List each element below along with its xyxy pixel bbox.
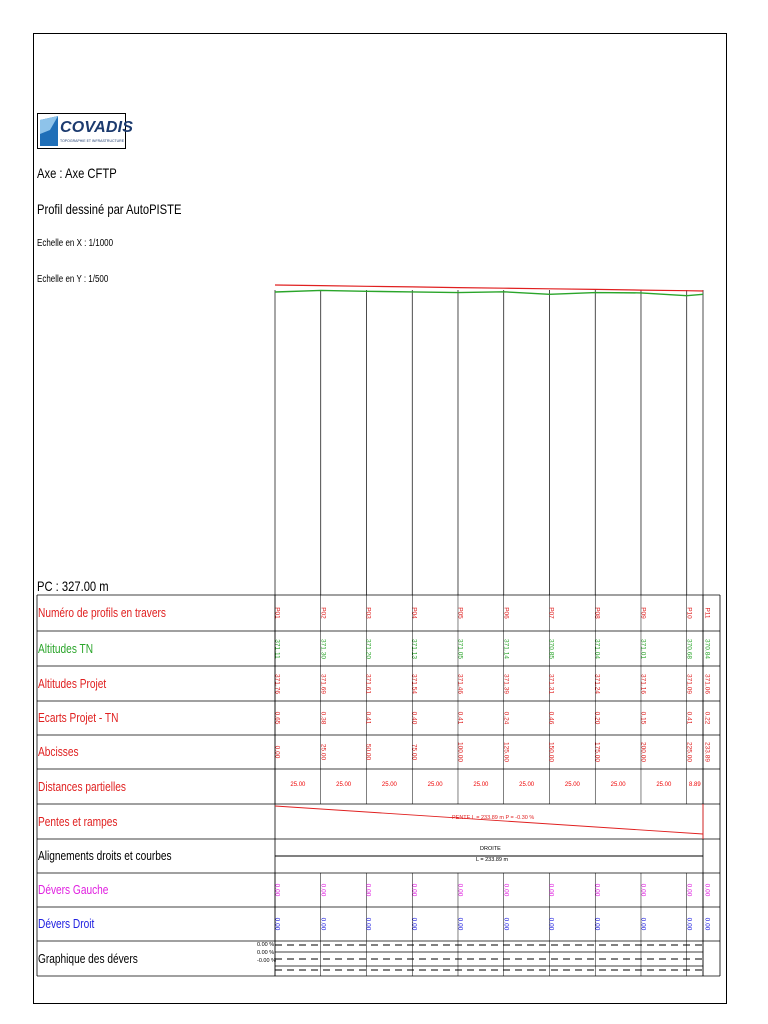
row-label-3: Ecarts Projet - TN xyxy=(38,710,119,725)
devers-graph-label: 0.00 % xyxy=(257,942,275,948)
logo-brand: COVADIS xyxy=(60,119,134,136)
value-abscisse: 233.89 xyxy=(703,742,711,762)
devers-graph-label: 0.00 % xyxy=(257,950,275,956)
value-projet: 371.06 xyxy=(703,673,711,694)
value-tn: 371.30 xyxy=(319,638,327,659)
value-abscisse: 125.00 xyxy=(502,742,510,762)
value-dd: 0.00 xyxy=(685,917,693,931)
value-ecart: 0.22 xyxy=(703,711,711,725)
value-ecart: 0.20 xyxy=(593,711,601,725)
alignement-length: L = 233.89 m xyxy=(476,857,509,863)
value-ecart: 0.40 xyxy=(410,711,418,725)
value-dd: 0.00 xyxy=(456,917,464,931)
value-tn: 370.84 xyxy=(703,638,711,659)
row-label-5: Distances partielles xyxy=(38,778,126,794)
value-dg: 0.00 xyxy=(639,883,647,897)
value-ecart: 0.38 xyxy=(319,711,327,725)
echelle-x: Echelle en X : 1/1000 xyxy=(37,238,114,249)
value-ecart: 0.24 xyxy=(502,711,510,725)
value-projet: 371.16 xyxy=(639,673,647,694)
value-dd: 0.00 xyxy=(639,917,647,931)
value-num: P11 xyxy=(703,607,711,619)
value-tn: 371.05 xyxy=(456,638,464,659)
row-label-1: Altitudes TN xyxy=(38,640,94,656)
value-projet: 371.76 xyxy=(273,673,281,694)
alignement-type: DROITE xyxy=(480,846,501,852)
row-label-6: Pentes et rampes xyxy=(38,813,118,829)
value-num: P04 xyxy=(410,607,418,619)
value-abscisse: 100.00 xyxy=(456,742,464,762)
value-abscisse: 0.00 xyxy=(273,745,281,759)
row-label-4: Abcisses xyxy=(38,744,79,759)
value-dd: 0.00 xyxy=(593,917,601,931)
value-projet: 371.61 xyxy=(364,673,372,694)
distance-value: 25.00 xyxy=(519,782,535,788)
logo-tagline: TOPOGRAPHIE ET INFRASTRUCTURE xyxy=(60,139,125,143)
value-dd: 0.00 xyxy=(273,917,281,931)
value-dg: 0.00 xyxy=(273,883,281,897)
value-tn: 371.20 xyxy=(364,638,372,659)
value-dg: 0.00 xyxy=(703,883,711,897)
distance-value: 25.00 xyxy=(610,782,626,788)
distance-value: 25.00 xyxy=(336,782,352,788)
echelle-y: Echelle en Y : 1/500 xyxy=(37,274,109,285)
value-tn: 370.68 xyxy=(685,638,693,659)
value-projet: 371.31 xyxy=(547,673,555,694)
value-tn: 371.04 xyxy=(593,638,601,659)
value-projet: 371.46 xyxy=(456,673,464,694)
value-dg: 0.00 xyxy=(456,883,464,897)
value-num: P08 xyxy=(593,607,601,619)
value-abscisse: 50.00 xyxy=(364,743,372,761)
value-dg: 0.00 xyxy=(547,883,555,897)
value-num: P10 xyxy=(685,607,693,619)
value-ecart: 0.46 xyxy=(547,711,555,725)
value-dd: 0.00 xyxy=(703,917,711,931)
value-abscisse: 225.00 xyxy=(685,742,693,762)
value-projet: 371.54 xyxy=(410,673,418,694)
value-ecart: 0.65 xyxy=(273,711,281,725)
value-num: P06 xyxy=(502,607,510,619)
row-label-2: Altitudes Projet xyxy=(38,675,107,691)
value-dd: 0.00 xyxy=(547,917,555,931)
row-label-0: Numéro de profils en travers xyxy=(38,605,166,620)
value-projet: 371.39 xyxy=(502,673,510,694)
row-label-8: Dévers Gauche xyxy=(38,882,109,897)
value-dg: 0.00 xyxy=(319,883,327,897)
row-label-7: Alignements droits et courbes xyxy=(38,848,172,863)
value-dg: 0.00 xyxy=(364,883,372,897)
value-projet: 371.24 xyxy=(593,673,601,694)
pente-label: PENTE L = 233.89 m P = -0.30 % xyxy=(452,815,535,821)
distance-value: 25.00 xyxy=(564,782,580,788)
value-dd: 0.00 xyxy=(410,917,418,931)
distance-value: 25.00 xyxy=(656,782,672,788)
row-label-9: Dévers Droit xyxy=(38,916,95,931)
distance-value: 25.00 xyxy=(473,782,489,788)
value-num: P07 xyxy=(547,607,555,619)
profil-subtitle: Profil dessiné par AutoPISTE xyxy=(37,201,182,217)
value-dd: 0.00 xyxy=(319,917,327,931)
value-abscisse: 175.00 xyxy=(593,742,601,762)
value-abscisse: 200.00 xyxy=(639,742,647,762)
axe-title: Axe : Axe CFTP xyxy=(37,165,117,181)
value-abscisse: 75.00 xyxy=(410,743,418,761)
value-num: P01 xyxy=(273,607,281,619)
row-label-10: Graphique des dévers xyxy=(38,950,138,966)
value-dd: 0.00 xyxy=(364,917,372,931)
value-dg: 0.00 xyxy=(685,883,693,897)
value-num: P02 xyxy=(319,607,327,619)
value-tn: 371.11 xyxy=(273,638,281,659)
value-num: P03 xyxy=(364,607,372,619)
value-ecart: 0.15 xyxy=(639,711,647,725)
distance-value: 25.00 xyxy=(427,782,443,788)
value-ecart: 0.41 xyxy=(685,711,693,725)
value-tn: 371.13 xyxy=(410,638,418,659)
distance-value: 8.89 xyxy=(689,782,701,788)
plan-comparaison: PC : 327.00 m xyxy=(37,578,109,594)
devers-graph-label: -0.00 % xyxy=(257,958,276,964)
value-num: P09 xyxy=(639,607,647,619)
value-tn: 371.01 xyxy=(639,638,647,659)
value-num: P05 xyxy=(456,607,464,619)
value-dg: 0.00 xyxy=(410,883,418,897)
tn-profile-line xyxy=(275,290,703,295)
distance-value: 25.00 xyxy=(290,782,306,788)
value-dd: 0.00 xyxy=(502,917,510,931)
value-ecart: 0.41 xyxy=(456,711,464,725)
value-dg: 0.00 xyxy=(502,883,510,897)
value-tn: 370.85 xyxy=(547,638,555,659)
value-dg: 0.00 xyxy=(593,883,601,897)
value-abscisse: 150.00 xyxy=(547,742,555,762)
value-projet: 371.09 xyxy=(685,673,693,694)
value-projet: 371.69 xyxy=(319,673,327,694)
distance-value: 25.00 xyxy=(381,782,397,788)
value-tn: 371.14 xyxy=(502,638,510,659)
value-ecart: 0.41 xyxy=(364,711,372,725)
value-abscisse: 25.00 xyxy=(319,743,327,761)
